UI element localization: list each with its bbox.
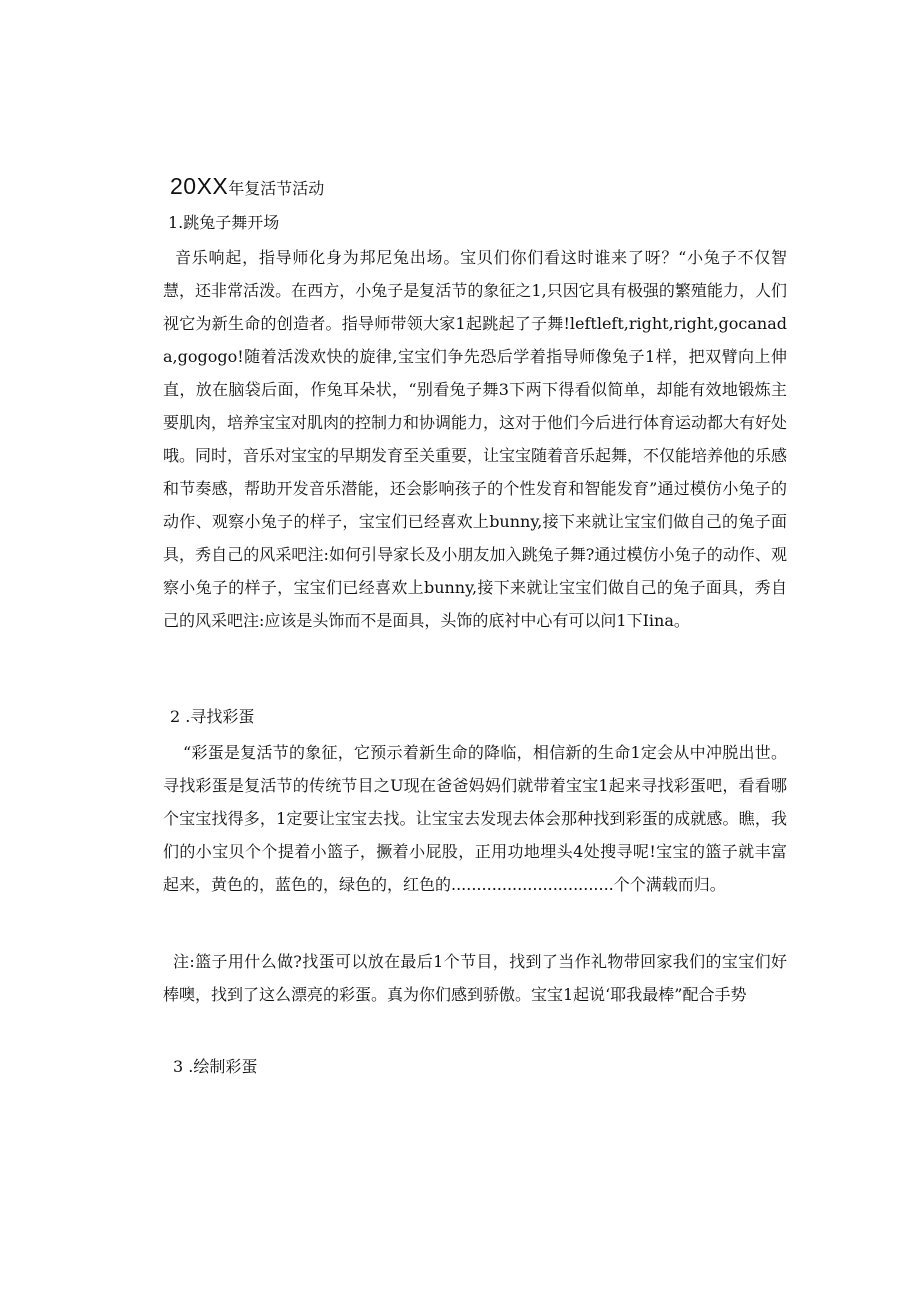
section-3-heading: 3 .绘制彩蛋 — [173, 1057, 258, 1076]
section-2-heading: 2 .寻找彩蛋 — [170, 707, 255, 726]
section-1-heading: 1.跳兔子舞开场 — [168, 213, 280, 232]
section-2-paragraph: “彩蛋是复活节的象征，它预示着新生命的降临，相信新的生命1定会从中冲脱出世。寻找彩蛋是复活节的传统节目之U现在爸爸妈妈们就带着宝宝1起来寻找彩蛋吧，看看哪个宝宝找得多，1定要让宝宝去找。让宝宝去发现去体会那种找到彩蛋的成就感。瞧，我们的小宝贝个个提着小篮子，撅着小屁股，正用功地埋头4处搜寻呢!宝宝的篮子就丰富起来，黄色的，蓝色的，绿色的，红色的................................个个满载而归。 — [163, 743, 787, 894]
section-1-paragraph: 音乐响起，指导师化身为邦尼兔出场。宝贝们你们看这时谁来了呀？“小兔子不仅智慧，还非常活泼。在西方，小兔子是复活节的象征之1,只因它具有极强的繁殖能力，人们视它为新生命的创造者。指导师带领大家1起跳起了子舞!leftleft,right,right,gocanada,gogogo!随着活泼欢快的旋律,宝宝们争先恐后学着指导师像兔子1样，把双臂向上伸直，放在脑袋后面，作兔耳朵状，“别看兔子舞3下两下得看似简单，却能有效地锻炼主要肌肉，培养宝宝对肌肉的控制力和协调能力，这对于他们今后进行体育运动都大有好处哦。同时，音乐对宝宝的早期发育至关重要，让宝宝随着音乐起舞，不仅能培养他的乐感和节奏感，帮助开发音乐潜能，还会影响孩子的个性发育和智能发育”通过模仿小兔子的动作、观察小兔子的样子，宝宝们已经喜欢上bunny,接下来就让宝宝们做自己的兔子面具，秀自己的风采吧注:如何引导家长及小朋友加入跳兔子舞?通过模仿小兔子的动作、观察小兔子的样子，宝宝们已经喜欢上bunny,接下来就让宝宝们做自己的兔子面具，秀自己的风采吧注:应该是头饰而不是面具，头饰的底衬中心有可以问1下Iina。 — [163, 248, 788, 630]
title-text: 年复活节活动 — [228, 179, 325, 198]
document-title — [170, 172, 324, 203]
title-year: 20XX — [170, 173, 229, 199]
section-2-note: 注:篮子用什么做?找蛋可以放在最后1个节目，找到了当作礼物带回家我们的宝宝们好棒噢，找到了这么漂亮的彩蛋。真为你们感到骄傲。宝宝1起说‘耶我最棒”配合手势 — [163, 952, 787, 1004]
